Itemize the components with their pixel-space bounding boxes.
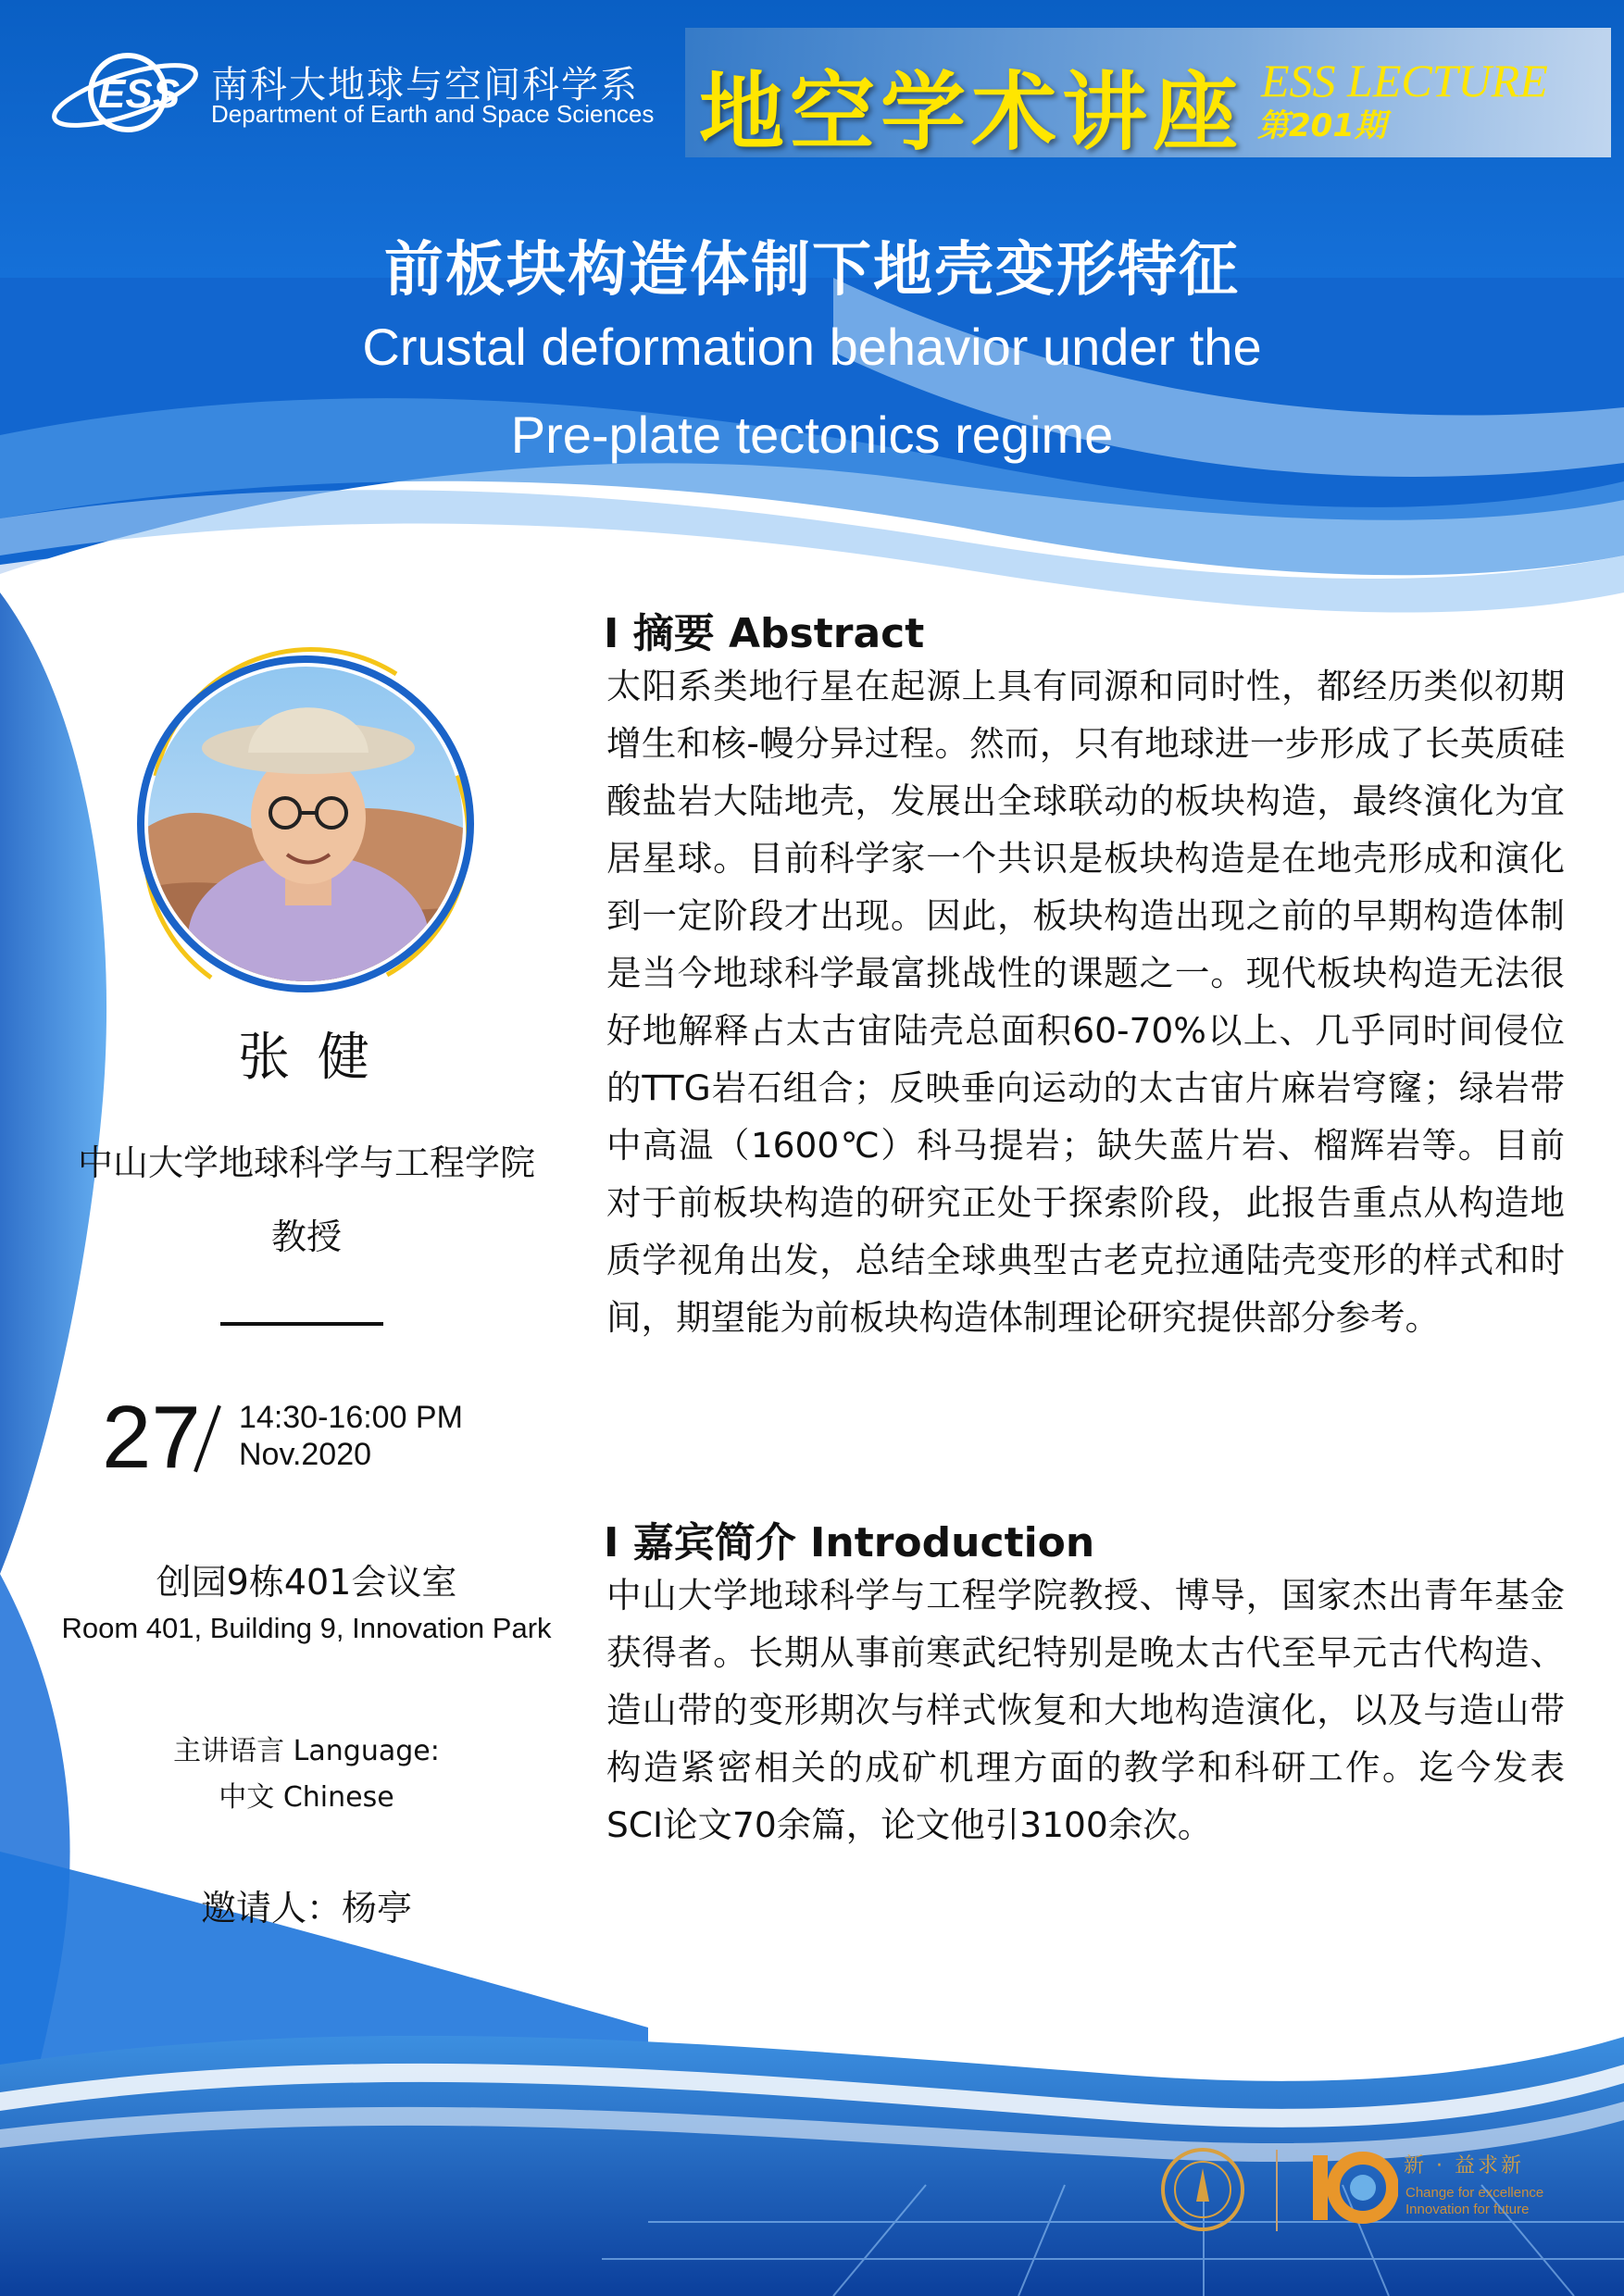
- introduction-heading: I 嘉宾简介 Introduction: [604, 1519, 1095, 1566]
- date-month-year: Nov.2020: [239, 1437, 372, 1472]
- lecture-title-en-line2: Pre-plate tectonics regime: [510, 406, 1114, 464]
- anniversary-logo-icon: [1305, 2146, 1398, 2229]
- series-issue-number: 第201期: [1257, 107, 1386, 144]
- lecture-title-cn: 前板块构造体制下地壳变形特征: [384, 236, 1240, 305]
- svg-text:ESS: ESS: [98, 71, 181, 117]
- speaker-name: 张 健: [238, 1028, 375, 1088]
- time-range: 14:30-16:00 PM: [239, 1400, 463, 1435]
- university-seal-icon: [1159, 2146, 1246, 2233]
- inviter: 邀请人：杨亭: [200, 1888, 412, 1928]
- department-name-en: Department of Earth and Space Sciences: [211, 100, 655, 128]
- language-label: 主讲语言 Language:: [173, 1735, 440, 1767]
- series-title-cn: 地空学术讲座: [699, 62, 1244, 162]
- abstract-heading: I 摘要 Abstract: [604, 610, 925, 657]
- section-divider: [220, 1322, 383, 1326]
- anniversary-slogan-en-line1: Change for excellence: [1405, 2185, 1544, 2201]
- department-name-cn: 南科大地球与空间科学系: [211, 64, 639, 106]
- lecture-title-en-line1: Crustal deformation behavior under the: [362, 318, 1262, 376]
- footer-divider: [1276, 2150, 1278, 2231]
- speaker-affiliation: 中山大学地球科学与工程学院: [77, 1142, 535, 1183]
- venue-en: Room 401, Building 9, Innovation Park: [61, 1612, 552, 1644]
- venue-cn: 创园9栋401会议室: [156, 1562, 457, 1603]
- introduction-text: 中山大学地球科学与工程学院教授、博导，国家杰出青年基金获得者。长期从事前寒武纪特别是晚太古代至早元古代构造、造山带的变形期次与样式恢复和大地构造演化，以及与造山带构造紧密相关的成矿机理方面的教学和科研工作。迄今发表SCI论文70余篇，论文他引3100余次。: [606, 1575, 1565, 1845]
- speaker-position: 教授: [270, 1217, 342, 1257]
- date-day: 27: [102, 1388, 201, 1487]
- language-value: 中文 Chinese: [219, 1781, 394, 1814]
- anniversary-slogan-en-line2: Innovation for future: [1405, 2202, 1530, 2217]
- ess-logo-icon: [46, 44, 204, 146]
- series-title-en: ESS LECTURE: [1261, 55, 1548, 106]
- speaker-photo: [119, 637, 493, 1011]
- abstract-text: 太阳系类地行星在起源上具有同源和同时性，都经历类似初期增生和核-幔分异过程。然而，只有地球进一步形成了长英质硅酸盐岩大陆地壳，发展出全球联动的板块构造，最终演化为宜居星球。目前科学家一个共识是板块构造是在地壳形成和演化到一定阶段才出现。因此，板块构造出现之前的早期构造体制是当今地球科学最富挑战性的课题之一。现代板块构造无法很好地解释占太古宙陆壳总面积60-70%以上、几乎同时间侵位的TTG岩石组合；反映垂向运动的太古宙片麻岩穹窿；绿岩带中高温（1600℃）科马提岩；缺失蓝片岩、榴辉岩等。目前对于前板块构造的研究正处于探索阶段，此报告重点从构造地质学视角出发，总结全球典型古老克拉通陆壳变形的样式和时间，期望能为前板块构造体制理论研究提供部分参考。: [606, 666, 1565, 1338]
- anniversary-slogan-cn: 新 · 益求新: [1404, 2154, 1524, 2177]
